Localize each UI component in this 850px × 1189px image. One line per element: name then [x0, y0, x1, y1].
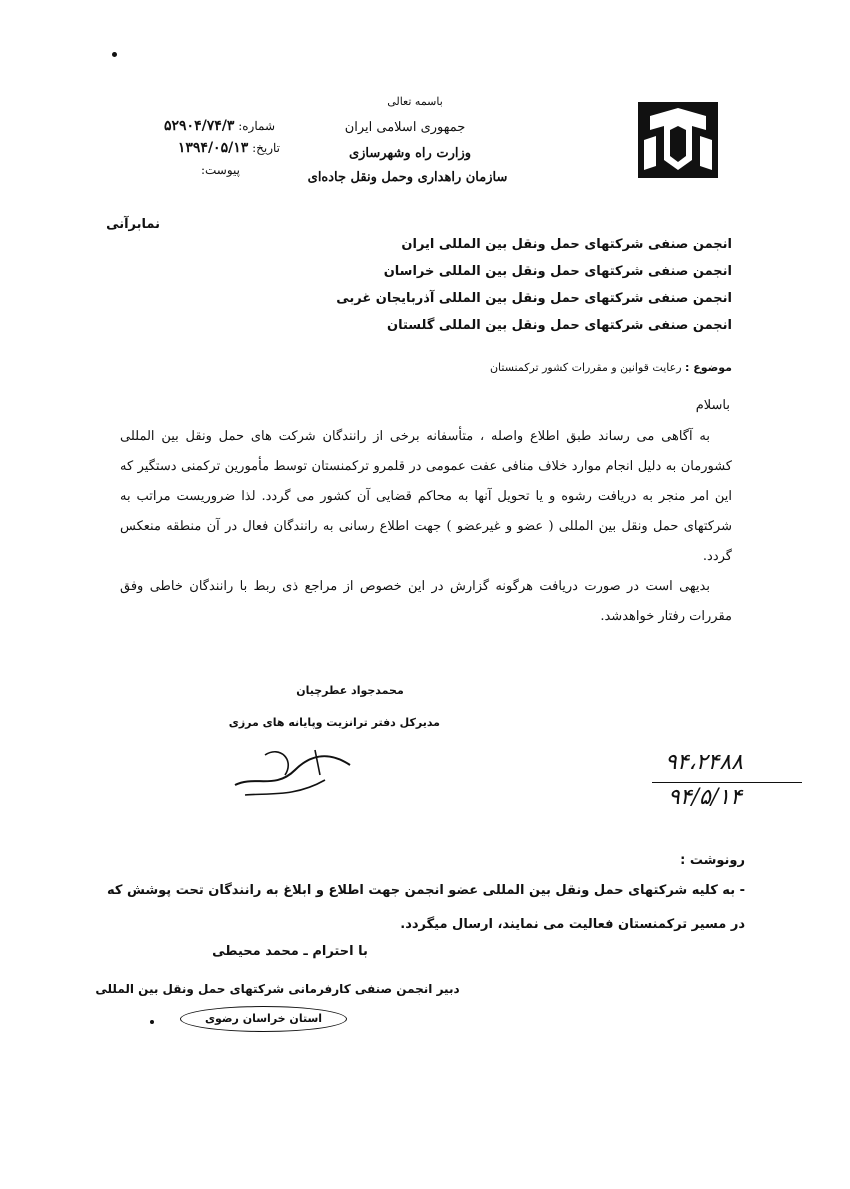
organization-logo-icon — [636, 100, 720, 180]
letter-date: تاریخ: ۱۳۹۴/۰۵/۱۳ — [177, 140, 280, 156]
letter-number: شماره: ۵۲۹۰۴/۷۴/۳ — [164, 118, 275, 134]
signatory-title: مدیرکل دفتر ترانزیت وپایانه های مرزی — [228, 716, 440, 729]
letter-attachment: پیوست: — [200, 163, 240, 177]
handwritten-date: ۹۴/۵/۱۴ — [668, 785, 742, 810]
cc-role: دبیر انجمن صنفی کارفرمانی شرکتهای حمل ونقل بین المللی — [95, 982, 460, 996]
recipient-2: انجمن صنفی شرکتهای حمل ونقل بین المللی خراسان — [383, 264, 732, 279]
ministry-title: وزارت راه وشهرسازی — [348, 146, 472, 161]
body-paragraph-2: بدیهی است در صورت دریافت هرگونه گزارش در این خصوص از مراجع ذی ربط با رانندگان خاطی وفق مقررات رفتار خواهدشد. — [120, 579, 732, 624]
handwritten-underline — [652, 782, 802, 783]
recipient-4: انجمن صنفی شرکتهای حمل ونقل بین المللی گلستان — [387, 318, 732, 333]
cc-regards: با احترام ـ محمد محیطی — [212, 944, 368, 959]
signatory-name: محمدجواد عطرچیان — [296, 684, 404, 697]
recipient-3: انجمن صنفی شرکتهای حمل ونقل بین المللی آذربایجان غربی — [336, 291, 732, 306]
recipient-1: انجمن صنفی شرکتهای حمل ونقل بین المللی ایران — [401, 237, 732, 252]
bismillah: باسمه تعالی — [387, 95, 443, 108]
greeting: باسلام — [695, 398, 730, 413]
scan-dot-2 — [150, 1020, 154, 1024]
cc-text: - به کلیه شرکتهای حمل ونقل بین المللی عضو انجمن جهت اطلاع و ابلاغ به رانندگان تحت پوشش که در مسیر ترکمنستان فعالیت می نمایند، ارسال میگردد. — [107, 883, 745, 932]
fax-label: نمابرآنی — [106, 217, 160, 232]
body-paragraph-1: به آگاهی می رساند طبق اطلاع واصله ، متأسفانه برخی از رانندگان شرکت های حمل ونقل بین المللی کشورمان به دلیل انجام موارد خلاف منافی عفت عمومی در قلمرو ترکمنستان توسط مأمورین ترکمنی دستگیر که این امر منجر به دریافت رشوه و یا تحویل آنها به محاکم قضایی آن کشور می گردد. لذا ضروریست مراتب به شرکتهای حمل ونقل بین المللی ( عضو و غیرعضو ) جهت اطلاع رسانی به رانندگان فعال در آن منطقه منعکس گردد. — [120, 429, 732, 564]
cc-label: رونوشت : — [680, 853, 745, 868]
signature-icon — [225, 735, 365, 805]
scan-dot — [112, 52, 117, 57]
subject-line: موضوع : رعایت قوانین و مقررات کشور ترکمنستان — [489, 361, 732, 374]
stamp-oval: استان خراسان رضوی — [180, 1006, 347, 1032]
handwritten-reference: ۹۴،۲۴۸۸ — [665, 750, 743, 775]
republic-title: جمهوری اسلامی ایران — [344, 120, 466, 135]
organization-title: سازمان راهداری وحمل ونقل جاده‌ای — [307, 170, 508, 185]
